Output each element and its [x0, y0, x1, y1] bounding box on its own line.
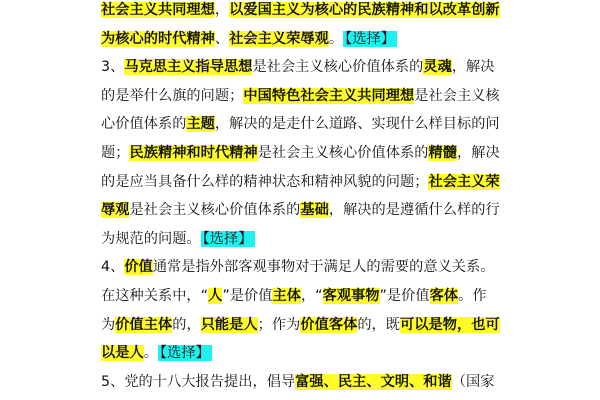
text-segment: 心价值体系的 — [101, 116, 187, 133]
text-line — [101, 25, 503, 54]
text-line — [101, 168, 503, 197]
text-segment: 的， — [172, 316, 201, 333]
text-segment: ”是价值 — [379, 287, 430, 304]
text-segment: ，解决的是走什么道路、实现什么样目标的问 — [214, 116, 500, 133]
text-segment: 、 — [214, 30, 230, 47]
highlighted-keyword: 价值 — [124, 259, 153, 276]
choice-tag: 【选择】 — [345, 30, 395, 47]
text-segment: ，“ — [300, 287, 323, 304]
text-segment: 。 — [143, 345, 158, 362]
highlighted-keyword: 主体 — [272, 287, 301, 304]
highlighted-keyword: 主题 — [186, 116, 215, 133]
highlighted-keyword: 以是人 — [101, 345, 144, 362]
text-segment: 3、 — [101, 59, 125, 76]
text-segment: 5、党的十八大报告提出，倡导 — [101, 373, 296, 390]
text-segment: 通常是指外部客观事物对于满足人的需要的意义关系。 — [152, 259, 495, 276]
text-segment: ，解决 — [451, 59, 495, 76]
highlighted-keyword: 民族精神和时代精神 — [129, 144, 258, 161]
text-segment: 的是应当具备什么样的精神状态和精神风貌的问题； — [101, 173, 429, 190]
highlighted-keyword: 价值客体 — [300, 316, 358, 333]
highlighted-keyword: 辱观 — [101, 202, 130, 219]
highlighted-keyword: 基础 — [300, 202, 329, 219]
highlighted-keyword: 可以是物，也可 — [400, 316, 500, 333]
highlighted-keyword: 富强、民主、文明、和谐 — [295, 373, 452, 390]
text-line — [101, 253, 503, 282]
highlighted-keyword: 社会主义共同理想 — [101, 2, 215, 18]
text-segment: ， — [214, 2, 230, 18]
text-segment: 是社会主义核心价值体系的 — [252, 59, 424, 76]
document-page — [101, 0, 503, 396]
text-segment: ”是价值 — [222, 287, 273, 304]
highlighted-keyword: 为核心的时代精神 — [101, 30, 215, 47]
text-segment: ；作为 — [257, 316, 301, 333]
highlighted-keyword: 价值主体 — [115, 316, 173, 333]
text-segment: 题； — [101, 144, 130, 161]
text-line — [101, 139, 503, 168]
text-line — [101, 82, 503, 111]
text-line — [101, 0, 503, 25]
text-segment: 。 — [328, 30, 344, 47]
highlighted-keyword: 客观事物 — [322, 287, 380, 304]
text-segment: 的是举什么旗的问题； — [101, 87, 244, 104]
highlighted-keyword: 灵魂 — [423, 59, 452, 76]
text-segment: 是社会主义核心价值体系的 — [257, 144, 429, 161]
highlighted-keyword: 以爱国主义为核心的民族精神和以改革创新 — [229, 2, 500, 18]
text-segment: 的，既 — [357, 316, 401, 333]
highlighted-keyword: 马克思主义指导思想 — [124, 59, 253, 76]
text-segment: 在这种关系中，“ — [101, 287, 209, 304]
highlighted-keyword: 精髓 — [428, 144, 457, 161]
text-line — [101, 110, 503, 139]
text-line — [101, 339, 503, 368]
text-segment: （国家 — [451, 373, 495, 390]
choice-tag: 【选择】 — [159, 345, 210, 362]
text-line — [101, 53, 503, 82]
choice-tag: 【选择】 — [202, 230, 253, 247]
text-segment: 是社会主义核心价值体系的 — [129, 202, 301, 219]
text-line — [101, 282, 503, 311]
text-segment: 为规范的问题。 — [101, 230, 201, 247]
highlighted-keyword: 只能是人 — [200, 316, 258, 333]
text-segment: 。作 — [458, 287, 487, 304]
text-line — [101, 225, 503, 254]
text-line — [101, 196, 503, 225]
text-segment: 为 — [101, 316, 116, 333]
text-segment: 4、 — [101, 259, 125, 276]
text-segment: ，解决的是遵循什么样的行 — [328, 202, 500, 219]
highlighted-keyword: 人 — [208, 287, 223, 304]
highlighted-keyword: 社会主义荣辱观 — [229, 30, 329, 47]
text-segment: ，解决 — [456, 144, 500, 161]
text-line — [101, 368, 503, 397]
highlighted-keyword: 中国特色社会主义共同理想 — [243, 87, 415, 104]
highlighted-keyword: 客体 — [429, 287, 459, 304]
highlighted-keyword: 社会主义荣 — [428, 173, 500, 190]
text-segment: 是社会主义核 — [414, 87, 500, 104]
text-line — [101, 311, 503, 340]
